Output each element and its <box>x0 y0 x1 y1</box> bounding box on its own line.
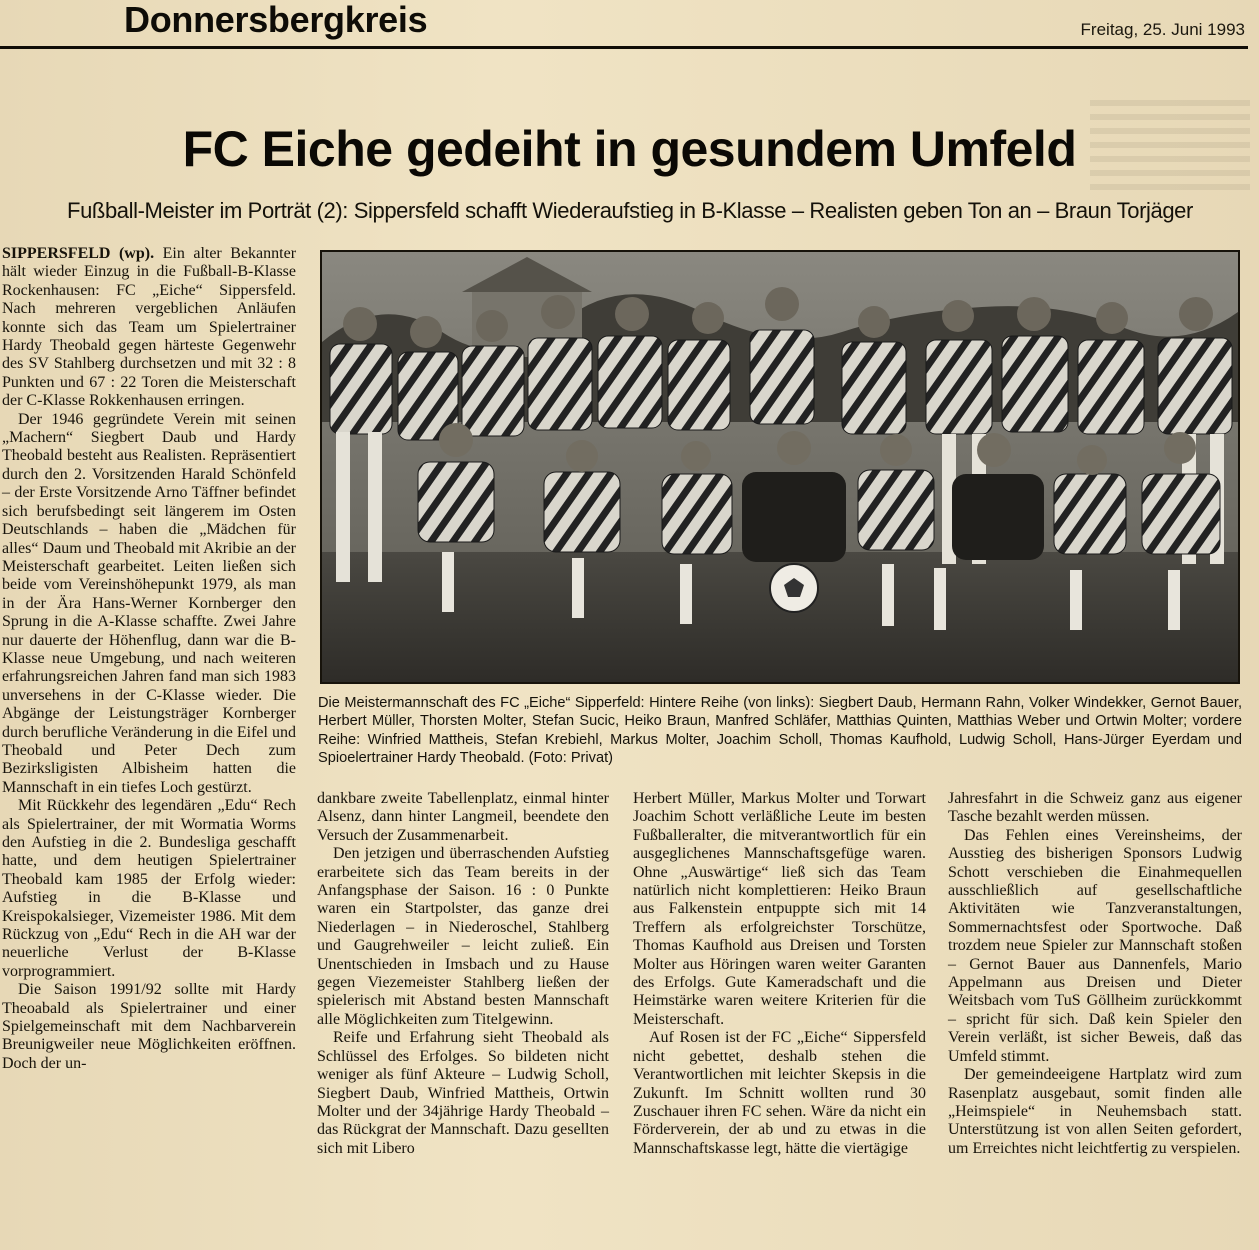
paragraph: dankbare zweite Tabellenplatz, einmal hinter Alsenz, dann hinter Langmeil, beendete den Versuch der Zusammenarbeit. <box>317 790 609 844</box>
paragraph: Die Saison 1991/92 sollte mit Hardy Theoabald als Spielertrainer und einer Spielgemeinschaft mit dem Nachbarverein Breunigweiler neue Möglichkeiten eröffnen. Doch der un- <box>2 981 296 1072</box>
article-column-4 <box>948 790 1242 1158</box>
article-column-2 <box>317 790 609 1158</box>
article-subheadline: Fußball-Meister im Porträt (2): Sippersfeld schafft Wiederaufstieg in B-Klasse – Realisten geben Ton an – Braun Torjäger <box>67 198 1193 223</box>
issue-date: Freitag, 25. Juni 1993 <box>1080 20 1245 39</box>
paragraph: Mit Rückkehr des legendären „Edu“ Rech als Spielertrainer, der mit Wormatia Worms den Aufstieg in die 2. Bundesliga geschafft hatte, und dem heutigen Spielertrainer Theobald kam 1985 der Erfolg wieder: Aufstieg in die B-Klasse und Kreispokalsieger, Vizemeister 1986. Mit dem Rückzug von „Edu“ Rech in die AH war der neuerliche Verlust der B-Klasse vorprogrammiert. <box>2 797 296 980</box>
article-headline: FC Eiche gedeiht in gesundem Umfeld <box>182 121 1077 177</box>
paragraph: Der 1946 gegründete Verein mit seinen „Machern“ Siegbert Daub und Hardy Theobald besteht aus Realisten. Repräsentiert durch den 2. Vorsitzenden Harald Schönfeld – der Erste Vorsitzende Arno Täffner befindet sich berufsbedingt seit längerem im Osten Deutschlands – haben die „Mädchen für alles“ Daum und Theobald mit Akribie an der Meisterschaft gearbeitet. Leiten ließen sich beide vom Vereinshöhepunkt 1979, als man in der Ära Hans-Werner Kornberger den Sprung in die A-Klasse schaffte. Zwei Jahre nur dauerte der Höhenflug, dann war die B-Klasse neue Umgebung, und nach weiteren erfahrungsreichen Jahren fand man sich 1983 unversehens in der C-Klasse wieder. Die Abgänge der Leistungsträger Kornberger durch berufliche Veränderung in die Eifel und Theobald und Peter Dech zum Bezirksligisten Albisheim hatten die Mannschaft in ein tiefes Loch gestürzt. <box>2 410 296 796</box>
paragraph: Den jetzigen und überraschenden Aufstieg erarbeitete sich das Team bereits in der Anfangsphase der Saison. 16 : 0 Punkte waren ein Startpolster, das ganze drei Niederlagen – in Niederoschel, Stahlberg und Gaugrehweiler – leicht zuließ. Ein Unentschieden in Imsbach und zu Hause gegen Viezemeister Stahlberg ließen der spielerisch mit Abstand besten Mannschaft alle Möglichkeiten zum Titelgewinn. <box>317 845 609 1028</box>
article-column-3 <box>633 790 926 1158</box>
paragraph <box>2 245 296 411</box>
paragraph: Der gemeindeeigene Hartplatz wird zum Rasenplatz ausgebaut, somit finden alle „Heimspiele“ in Neuhemsbach statt. Unterstützung ist von allen Seiten gefordert, um Erreichtes nicht leichtfertig zu verspielen. <box>948 1066 1242 1157</box>
paragraph: Jahresfahrt in die Schweiz ganz aus eigener Tasche bezahlt werden müssen. <box>948 790 1242 826</box>
paragraph: Reife und Erfahrung sieht Theobald als Schlüssel des Erfolges. So bildeten nicht weniger als fünf Akteure – Ludwig Scholl, Siegbert Daub, Winfried Mattheis, Ortwin Molter und der 34jährige Hardy Theobald – das Rückgrat der Mannschaft. Dazu gesellten sich mit Libero <box>317 1029 609 1157</box>
paragraph-text: Ein alter Bekannter hält wieder Einzug in die Fußball-B-Klasse Rockenhausen: FC „Eiche“ Sippersfeld. Nach mehreren vergeblichen Anläufen konnte sich das Team um Spielertrainer Hardy Theobald gegen härteste Gegenwehr des SV Stahlberg durchsetzen und mit 32 : 8 Punkten und 67 : 22 Toren die Meisterschaft der C-Klasse Rokkenhausen erringen. <box>2 245 297 410</box>
team-photo <box>320 250 1240 684</box>
paragraph: Auf Rosen ist der FC „Eiche“ Sippersfeld nicht gebettet, deshalb stehen die Verantwortlichen mit leichter Skepsis in die Zukunft. Im Schnitt wollten rund 30 Zuschauer ihren FC sehen. Wäre da nicht ein Förderverein, der ab und zu etwas in die Mannschaftskasse legt, hätte die viertägige <box>633 1029 926 1157</box>
photo-caption: Die Meistermannschaft des FC „Eiche“ Sipperfeld: Hintere Reihe (von links): Siegbert Daub, Hermann Rahn, Volker Windekker, Gernot Bauer, Herbert Müller, Thorsten Molter, Stefan Sucic, Heiko Braun, Manfred Schläfer, Matthias Quinten, Matthias Weber und Ortwin Molter; vordere Reihe: Winfried Mattheis, Stefan Krebiehl, Markus Molter, Joachim Scholl, Thomas Kaufhold, Ludwig Scholl, Hans-Jürger Eyerdam und Spioelertrainer Hardy Theobald. (Foto: Privat) <box>318 695 1242 767</box>
section-title: Donnersbergkreis <box>124 0 428 40</box>
header-rule <box>0 46 1248 49</box>
paragraph: Herbert Müller, Markus Molter und Torwart Joachim Schott verläßliche Leute im besten Fußballeralter, die mitverantwortlich für ein ausgeglichenes Mannschaftsgefüge waren. Ohne „Auswärtige“ ließ sich das Team natürlich nicht komplettieren: Heiko Braun aus Falkenstein entpuppte sich mit 14 Treffern als erfolgreichster Torschütze, Thomas Kaufhold aus Dreisen und Torsten Molter aus Höringen waren weiter Garanten des Erfolgs. Gute Kameradschaft und die Heimstärke waren weitere Kriterien für die Meisterschaft. <box>633 790 926 1028</box>
paragraph: Das Fehlen eines Vereinsheims, der Ausstieg des bisherigen Sponsors Ludwig Schott verschieben die Einahmequellen ausschließlich auf gesellschaftliche Aktivitäten wie Tanzveranstaltungen, Sommernachtsfest oder Sportwoche. Daß trozdem neue Spieler zur Mannschaft stoßen – Gernot Bauer aus Dannenfels, Mario Appelmann aus Dreisen und Dieter Weitsbach vom TuS Göllheim zurückkommt – spricht für sich. Daß kein Spieler den Verein verläßt, ist sicher Beweis, daß das Umfeld stimmt. <box>948 826 1242 1065</box>
article-column-1 <box>2 245 296 1073</box>
team-photo-illustration <box>322 252 1238 682</box>
dateline: SIPPERSFELD (wp). <box>2 245 155 262</box>
